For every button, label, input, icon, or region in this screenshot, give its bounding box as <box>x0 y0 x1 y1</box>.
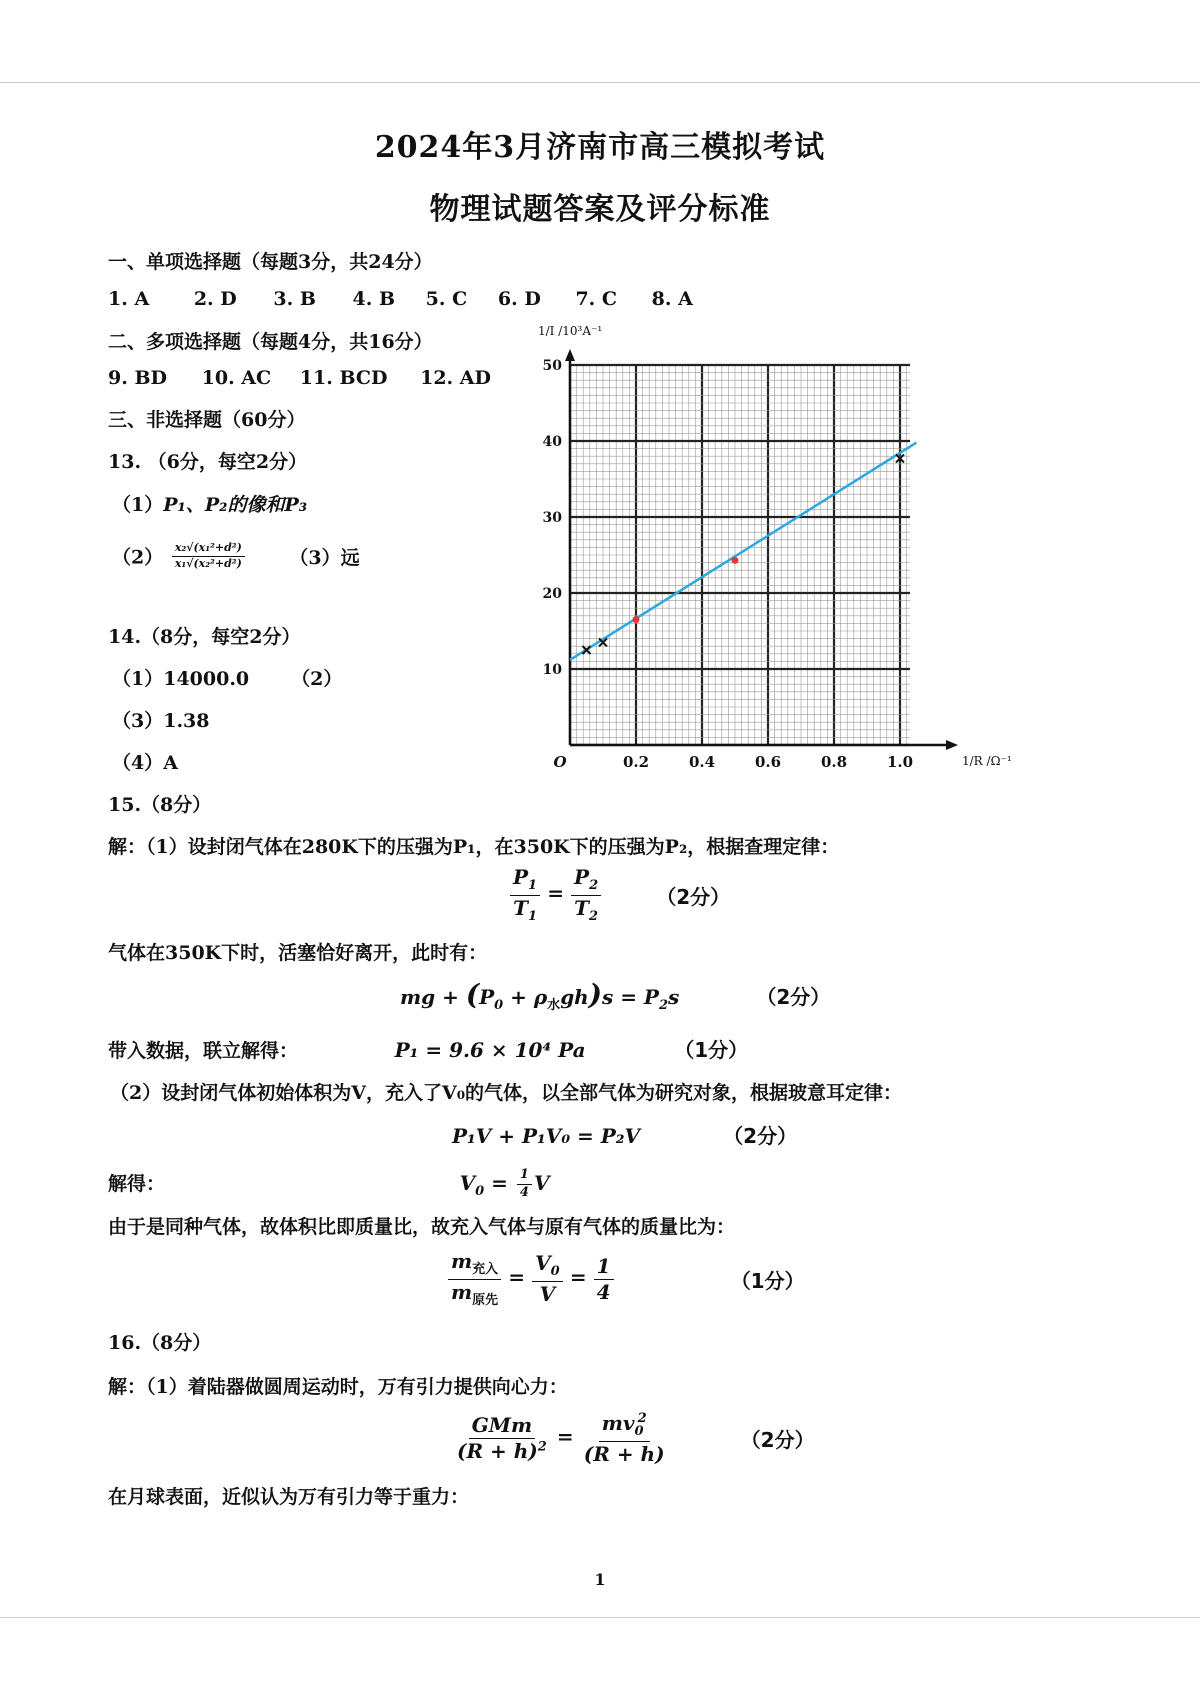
q16-line2: 在月球表面，近似认为万有引力等于重力： <box>108 1486 470 1508</box>
x-tick-label: 0.4 <box>688 753 716 771</box>
v0-result: $V_0$ = $\frac{1}{4}$ V <box>459 1167 550 1200</box>
x-tick-label: 0.2 <box>622 753 650 771</box>
q15-line6: 由于是同种气体，故体积比即质量比，故充入气体与原有气体的质量比为： <box>108 1216 736 1238</box>
q13-part1: （1）P₁、P₂的像和P₃ <box>112 494 308 516</box>
q16-line1: 解：（1）着陆器做圆周运动时，万有引力提供向心力： <box>108 1376 568 1398</box>
answer-6: 6. D <box>497 288 541 310</box>
page-title: 2024年3月济南市高三模拟考试 <box>374 130 826 165</box>
section1-heading: 一、单项选择题（每题3分，共24分） <box>108 251 433 273</box>
x-axis-label: 1/R /Ω⁻¹ <box>962 754 1012 768</box>
section3-heading: 三、非选择题（60分） <box>108 409 306 431</box>
q15-line2: 气体在350K下时，活塞恰好离开，此时有： <box>108 942 488 964</box>
y-tick-label: 40 <box>542 434 562 450</box>
x-tick-label: 0.8 <box>820 753 848 771</box>
answer-8: 8. A <box>651 288 693 310</box>
q15-heading: 15.（8分） <box>108 794 212 816</box>
charles-law-left: $\frac{P_1}{T_1}$ <box>510 866 540 925</box>
q16-heading: 16.（8分） <box>108 1332 212 1354</box>
y-axis-arrow <box>565 349 575 361</box>
q13-heading: 13. （6分，每空2分） <box>108 451 308 473</box>
q15-eq1: $\frac{P_1}{T_1}$ = $\frac{P_2}{T_2}$ （2分） <box>508 866 730 925</box>
gravity-term: $\frac{\text{GMm}}{(R + h)^2}$ <box>457 1413 547 1464</box>
centripetal-term: $\frac{mv_0^2}{(R + h)}$ <box>583 1411 665 1466</box>
section2-heading: 二、多项选择题（每题4分，共16分） <box>108 331 433 353</box>
answer-5: 5. C <box>425 288 468 310</box>
section2-answers <box>108 367 491 389</box>
q15-line5: 解得： $V_0$ = $\frac{1}{4}$ V <box>108 1167 550 1200</box>
answer-1: 1. A <box>108 288 150 310</box>
answer-7: 7. C <box>575 288 618 310</box>
page-number: 1 <box>594 1570 606 1589</box>
origin-label: O <box>553 753 567 771</box>
q15-line4: （2）设封闭气体初始体积为V，充入了V₀的气体，以全部气体为研究对象，根据玻意耳定律： <box>110 1082 903 1104</box>
answer-10: 10. AC <box>201 367 272 389</box>
y-tick-label: 30 <box>542 510 562 526</box>
x-axis-arrow <box>946 740 958 750</box>
data-point <box>633 616 640 623</box>
q15-eq4: P₁V + P₁V₀ = P₂V （2分） <box>452 1124 798 1148</box>
mass-ratio: $\frac{m_{充入}}{m_{原先}}$ <box>448 1250 501 1309</box>
y-tick-label: 10 <box>542 662 562 678</box>
q14-heading: 14.（8分，每空2分） <box>108 626 301 648</box>
answer-11: 11. BCD <box>299 367 388 389</box>
q14-part4: （4）A <box>112 752 178 774</box>
q15-line1: 解：（1）设封闭气体在280K下的压强为P₁，在350K下的压强为P₂，根据查理定律： <box>108 836 840 858</box>
bottom-rule <box>0 1617 1200 1618</box>
answer-3: 3. B <box>273 288 316 310</box>
answer-9: 9. BD <box>108 367 167 389</box>
q13-part2: （2） $\frac{\text{x₂√(x₁²+d²)}}{\text{x₁√(x₂²+d²)}}$ （3）远 <box>112 541 360 570</box>
resistance-current-chart <box>505 324 1012 785</box>
q16-eq1: $\frac{\text{GMm}}{(R + h)^2}$ = $\frac{mv_0^2}{(R + h)}$ （2分） <box>452 1412 815 1466</box>
y-tick-label: 20 <box>542 586 562 602</box>
x-tick-label: 1.0 <box>886 753 914 771</box>
answer-2: 2. D <box>193 288 237 310</box>
q15-line3: 带入数据，联立解得： P₁ = 9.6 × 10⁴ Pa （1分） <box>108 1038 749 1062</box>
fit-line <box>570 443 917 660</box>
y-axis-label: 1/I /10³A⁻¹ <box>538 324 603 338</box>
q14-part1: （1）14000.0 （2） <box>112 668 343 690</box>
q15-eq6: $\frac{m_{充入}}{m_{原先}}$ = $\frac{V_0}{V}$ = $\frac{1}{4}$ （1分） <box>446 1250 805 1309</box>
answer-4: 4. B <box>352 288 396 310</box>
section1-answers <box>108 288 693 310</box>
x-tick-label: 0.6 <box>754 753 782 771</box>
charles-law-right: $\frac{P_2}{T_2}$ <box>571 866 601 925</box>
y-tick-label: 50 <box>542 358 562 374</box>
q15-eq2: mg + $(P_0 + \rho_水gh)s = P_2s$ （2分） <box>400 978 831 1013</box>
q13-fraction: $\frac{\text{x₂√(x₁²+d²)}}{\text{x₁√(x₂²+d²)}}$ <box>172 542 245 570</box>
answer-12: 12. AD <box>420 367 491 389</box>
top-rule <box>0 82 1200 83</box>
page-subtitle: 物理试题答案及评分标准 <box>429 192 771 227</box>
q14-part3: （3）1.38 <box>112 710 210 732</box>
data-point <box>732 557 739 564</box>
